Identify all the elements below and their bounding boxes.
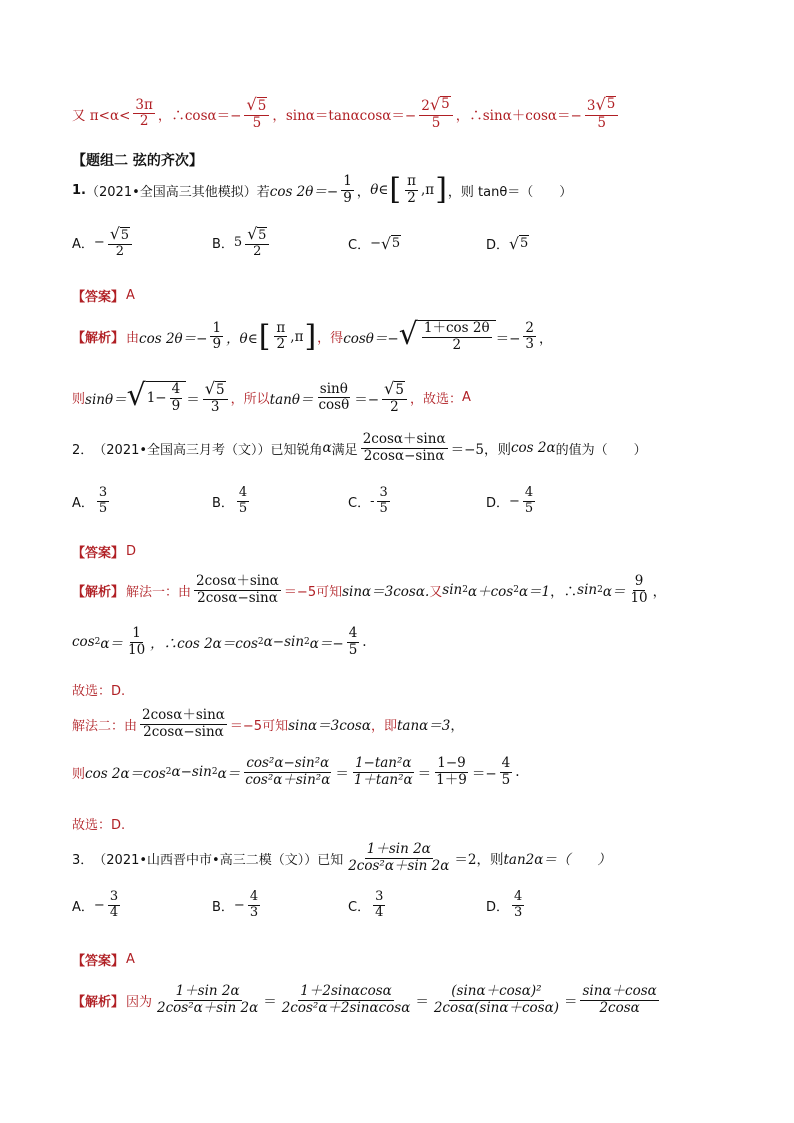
numerator: (sinα＋cosα)²	[451, 983, 542, 999]
denominator: 5	[238, 500, 248, 516]
fraction	[352, 756, 415, 788]
text: ，即	[370, 718, 397, 734]
sign: -	[370, 493, 375, 509]
denominator: 2	[452, 336, 462, 353]
analysis-tag: 【解析】	[72, 584, 125, 600]
numerator: 1＋sin 2α	[366, 841, 431, 857]
denominator: 2cosα	[599, 999, 640, 1016]
answer-tag: 【答案】	[72, 954, 125, 969]
question-number: 2．	[72, 442, 94, 458]
answer-value: A	[461, 390, 471, 406]
denominator: 3	[210, 398, 220, 415]
fraction: $\frac{√5}{2}$	[245, 226, 269, 260]
q2-option-a[interactable]	[72, 486, 112, 517]
fraction	[155, 984, 260, 1016]
denominator: 2	[115, 243, 125, 259]
heading-text: 【题组二 弦的齐次】	[72, 153, 203, 169]
numerator: 1−tan²α	[354, 755, 412, 771]
expr: tanα＝3	[396, 718, 451, 735]
expr: sinα＝3cosα	[288, 718, 371, 735]
fraction	[194, 574, 281, 606]
fraction	[210, 321, 223, 353]
fraction	[243, 756, 332, 788]
text: 故选：D.	[72, 684, 126, 699]
numerator: 2cosα＋sinα	[142, 707, 225, 723]
q1-option-b[interactable]	[212, 226, 272, 260]
fraction	[108, 890, 120, 921]
numerator: π	[276, 319, 286, 336]
denominator: 2cosα−sinα	[143, 723, 224, 740]
numerator: 2	[525, 319, 534, 336]
text: ＝	[415, 994, 429, 1011]
question-source: （2021•全国高三其他模拟）若	[86, 184, 270, 200]
sign: −	[93, 897, 105, 913]
numerator: 2cosα＋sinα	[196, 573, 279, 589]
denominator: 9	[171, 397, 181, 414]
numerator: cos²α−sin²α	[246, 755, 330, 771]
question-ask: tan2α＝（ ）	[503, 852, 611, 869]
text: ，所以	[230, 392, 270, 408]
fraction: 2 √ 5 5	[419, 96, 453, 131]
expr: sin	[442, 582, 463, 599]
radicand: 5	[257, 98, 267, 114]
text: 解法一：由	[126, 584, 192, 600]
option-label: C．	[348, 495, 371, 511]
answer-value: A	[126, 288, 135, 303]
text: .	[515, 764, 520, 781]
text: ，∴sinα＋cosα＝−	[455, 107, 582, 124]
option-label: D．	[486, 238, 510, 253]
sign: −	[370, 236, 381, 251]
expr: α−sin	[171, 764, 212, 781]
expr: sin	[577, 582, 598, 599]
fraction	[133, 98, 154, 130]
denominator: cosθ	[318, 397, 350, 414]
right-bracket: ]	[304, 318, 317, 354]
fraction	[523, 321, 536, 353]
q1-analysis-line1	[72, 317, 553, 354]
numerator: 4	[348, 625, 358, 641]
question-3	[72, 842, 611, 874]
denominator: 3	[525, 336, 534, 353]
denominator: 3	[514, 904, 523, 920]
text: ，	[539, 330, 553, 347]
text: ，得	[317, 331, 344, 347]
sqrt: √ 5	[509, 234, 529, 253]
left-bracket: [	[258, 318, 271, 354]
fraction	[244, 96, 269, 131]
expr: θ∈	[370, 182, 389, 199]
text: 满足	[331, 442, 358, 458]
denominator: 5	[98, 500, 108, 516]
numerator: 3	[98, 485, 108, 500]
coef: 5	[233, 235, 243, 251]
denominator: 1＋9	[436, 771, 467, 788]
denominator: 1＋tan²α	[353, 771, 413, 788]
fraction	[523, 486, 535, 517]
expr: cos 2θ＝−	[139, 330, 208, 347]
numerator: 4	[171, 381, 181, 398]
denominator: 2	[253, 243, 262, 259]
radicand: 5	[391, 235, 401, 251]
q1-option-a[interactable]	[72, 226, 135, 260]
fraction: $\frac{√5}{2}$	[108, 226, 132, 260]
denominator: 3	[249, 904, 259, 920]
text: 因为	[126, 994, 153, 1010]
expr: cos 2θ＝−	[269, 184, 339, 201]
text: ，∴cosα＝−	[157, 107, 242, 124]
q1-answer	[72, 286, 135, 305]
numerator: 9	[634, 573, 644, 589]
fraction	[97, 486, 109, 517]
denominator: 5	[501, 771, 511, 788]
question-source: （2021•山西晋中市•高三二模（文））已知	[93, 852, 344, 868]
denominator: 2cos²α＋sin 2α	[157, 999, 259, 1016]
fraction	[628, 574, 649, 606]
option-label: A．	[72, 495, 94, 511]
denominator: 2cos²α＋sin 2α	[348, 857, 450, 874]
sign: −	[233, 897, 245, 913]
text: ＝2，则	[454, 852, 504, 869]
radicand: 5	[216, 382, 225, 398]
option-label: B．	[212, 899, 234, 915]
text: 又 π<α<	[72, 107, 131, 124]
numerator: π	[407, 173, 417, 189]
text: 则	[72, 766, 86, 782]
denominator: cos²α＋sin²α	[245, 771, 331, 788]
expr: α＋cos	[467, 584, 514, 601]
text: ＝−	[471, 766, 497, 783]
text: 又	[429, 584, 443, 600]
denominator: 2	[276, 336, 286, 353]
answer-tag: 【答案】	[72, 290, 125, 305]
fraction	[347, 626, 360, 658]
q2-answer	[72, 542, 136, 561]
text: 故选：D.	[72, 818, 126, 833]
denominator: 2	[139, 113, 149, 130]
q2-option-c[interactable]	[348, 486, 393, 517]
sign: −	[509, 493, 520, 509]
question-1: 1 . （2021•全国高三其他模拟）若 cos 2θ＝− $\frac{1}{9}$ ， θ∈ [ $\frac{\pi}{2}$ ,π ] ，则 tanθ＝（ ）	[72, 172, 573, 208]
radicand: 5	[606, 96, 617, 115]
numerator: 1＋cos 2θ	[423, 320, 490, 336]
alpha: α	[322, 440, 332, 457]
fraction	[405, 174, 418, 206]
fraction	[500, 756, 513, 788]
expr: ，∴cos 2α＝cos	[150, 636, 258, 653]
q1-option-d[interactable]	[486, 234, 529, 253]
denominator: 5	[348, 641, 358, 658]
denominator: 5	[524, 500, 534, 516]
text: ，	[356, 184, 371, 201]
text: ＝−5可知	[283, 584, 343, 600]
denominator: 4	[375, 904, 384, 920]
q2-analysis-line2: cos 2 α＝ $\frac{1}{10}$ ，∴cos 2α＝cos 2 α−sin 2 α＝− $\frac{4}{5}$ .	[72, 625, 367, 658]
text: ＝	[417, 766, 432, 783]
q2-select-1	[72, 680, 125, 699]
numerator: 1−9	[437, 755, 466, 771]
radicand: 5	[519, 235, 529, 251]
text: ，	[450, 718, 464, 735]
question-ask: ，则 tanθ＝（ ）	[447, 184, 573, 200]
fraction	[126, 626, 147, 658]
text: ，故选：	[409, 392, 462, 408]
text: ＝−	[354, 391, 380, 408]
text: ＝	[563, 994, 578, 1011]
expr: ，θ∈	[226, 330, 258, 347]
expr: sinθ＝	[85, 391, 127, 408]
numerator: sinθ	[319, 380, 348, 397]
numerator: 3	[109, 889, 119, 904]
option-label: B．	[212, 237, 234, 253]
q2-select-2	[72, 814, 125, 833]
denominator: 9	[343, 189, 352, 206]
expr: tanθ＝	[269, 391, 314, 408]
expr: sinα＝3cosα.	[342, 584, 430, 601]
q2-method2-line2: 则 cos 2α＝cos 2 α−sin 2 α＝ $\frac{\text{cos²α−sin²α}}{\text{cos²α＋sin²α}}$ ＝ $\frac{\text{1−tan²α}}{\text{1＋tan²α}}$ ＝ $\frac{1-9}{1+9}$ ＝− $\frac{4}{5}$ .	[72, 755, 520, 788]
option-label: D．	[486, 899, 510, 915]
sqrt: √ $\frac{1+\cos 2\theta}{2}$	[399, 320, 496, 353]
expr: α−sin	[263, 634, 305, 651]
fraction	[361, 432, 448, 464]
expr: cos 2α	[510, 440, 556, 457]
numerator: 2cosα＋sinα	[362, 431, 446, 447]
text: ＝−5，则	[450, 442, 511, 459]
text: ＝	[186, 391, 200, 408]
text: ，	[652, 584, 667, 601]
denominator: 2cosα−sinα	[197, 589, 278, 606]
text: ＝	[263, 994, 277, 1011]
right-bracket: ]	[435, 172, 447, 208]
answer-tag: 【答案】	[72, 546, 125, 561]
numerator: sinα＋cosα	[582, 983, 657, 999]
sqrt: √5	[244, 96, 269, 116]
fraction	[377, 486, 389, 517]
question-ask: 的值为（ ）	[555, 442, 647, 458]
numerator: 4	[501, 755, 511, 771]
numerator: 4	[524, 485, 534, 500]
expr: α＝	[100, 636, 123, 653]
numerator: 1＋2sinαcosα	[300, 983, 392, 999]
fraction: 3 √ 5 5	[585, 96, 619, 131]
q3-answer	[72, 950, 135, 969]
expr: α＝	[602, 584, 626, 601]
fraction	[341, 174, 354, 206]
option-label: B．	[212, 495, 234, 511]
radicand: 5	[120, 228, 130, 243]
fraction	[512, 890, 524, 921]
numerator: 3π	[135, 96, 153, 113]
q3-option-d[interactable]	[486, 890, 527, 921]
q3-analysis	[72, 984, 662, 1016]
text: ，sinα＝tanαcosα＝−	[272, 107, 417, 124]
radicand: 5	[440, 96, 451, 115]
answer-value: A	[126, 952, 135, 967]
denominator: 5	[379, 500, 388, 516]
numerator: 1	[343, 173, 352, 189]
q3-option-b[interactable]	[212, 890, 263, 921]
coef: 2	[421, 98, 430, 114]
numerator: 4	[514, 889, 523, 904]
text: ，∴	[550, 584, 578, 601]
radicand: 5	[395, 382, 404, 398]
question-source: （2021•全国高三月考（文））已知锐角	[93, 442, 323, 458]
answer-value: D	[126, 544, 137, 559]
fraction	[346, 842, 451, 874]
q2-option-b[interactable]	[212, 486, 252, 517]
q2-analysis-line1: 【解析】 解法一：由 $\frac{2\cos\alpha+\sin\alpha}{2\cos\alpha-\sin\alpha}$ ＝−5可知 sinα＝3cosα. 又 sin 2 α＋cos 2 α＝1 ，∴ sin 2 α＝ $\frac{9}{10}$ ，	[72, 573, 667, 606]
expr: cos 2α＝cos	[85, 766, 166, 783]
numerator: 3	[375, 889, 384, 904]
text: 则	[72, 392, 86, 408]
text: 1−	[146, 390, 167, 407]
q2-method2-line1	[72, 708, 464, 740]
fraction	[140, 708, 227, 740]
q3-option-a[interactable]	[72, 890, 123, 921]
text: .	[362, 634, 367, 651]
denominator: 9	[212, 336, 222, 353]
denominator: 5	[252, 114, 262, 131]
q1-option-c[interactable]	[348, 234, 401, 253]
q2-option-d[interactable]	[486, 486, 538, 517]
text: ＝	[335, 766, 349, 783]
sign: −	[93, 235, 105, 251]
denominator: 4	[109, 904, 119, 920]
fraction	[248, 890, 260, 921]
text: ＝−	[495, 330, 521, 347]
numerator: 4	[238, 485, 248, 500]
option-label: C．	[348, 899, 371, 915]
radicand: 5	[258, 228, 267, 243]
section-heading	[72, 150, 203, 170]
denominator: 10	[127, 641, 146, 658]
option-label: A．	[72, 237, 94, 253]
analysis-tag: 【解析】	[72, 994, 125, 1010]
q1-analysis-line2	[72, 380, 471, 415]
numerator: 3	[379, 485, 388, 500]
analysis-tag: 【解析】	[72, 331, 125, 347]
denominator: 2	[390, 398, 399, 415]
fraction	[316, 382, 351, 414]
denominator: 2cosα(sinα＋cosα)	[433, 999, 559, 1016]
coef: 3	[586, 98, 596, 114]
text: 由	[126, 331, 140, 347]
denominator: 2cos²α＋2sinαcosα	[281, 999, 411, 1016]
fraction	[580, 984, 658, 1016]
numerator: 1	[212, 319, 222, 336]
question-2	[72, 432, 647, 464]
text: ＝−5可知	[229, 718, 289, 734]
denominator: 5	[431, 114, 441, 131]
question-number: 3．	[72, 852, 94, 868]
fraction	[373, 890, 385, 921]
expr: α＝1	[518, 584, 551, 601]
text: ,π	[421, 182, 435, 199]
text: 解法二：由	[72, 718, 138, 734]
fraction	[237, 486, 249, 517]
left-bracket: [	[389, 172, 402, 208]
continuation-line	[72, 96, 621, 131]
sqrt: √ 5	[380, 234, 401, 253]
numerator: 4	[249, 889, 259, 904]
q3-option-c[interactable]	[348, 890, 388, 921]
expr: α＝	[217, 766, 241, 783]
numerator: 1	[132, 625, 141, 641]
expr: cos	[72, 634, 95, 651]
fraction	[432, 984, 561, 1016]
fraction: $\frac{√5}{3}$	[203, 380, 228, 415]
fraction	[280, 984, 413, 1016]
denominator: 2	[407, 189, 416, 206]
fraction: $\frac{√5}{2}$	[382, 380, 407, 415]
text: ,π	[290, 328, 304, 345]
fraction	[434, 756, 469, 788]
option-label: D．	[486, 495, 510, 511]
option-label: A．	[72, 899, 94, 915]
denominator: 2cosα−sinα	[363, 447, 445, 464]
denominator: 10	[630, 589, 648, 606]
expr: cosθ＝−	[343, 330, 399, 347]
denominator: 5	[597, 114, 606, 131]
sqrt: √ 1− $\frac{4}{9}$	[127, 381, 187, 414]
question-number: 1	[72, 182, 82, 198]
option-label: C．	[348, 238, 371, 253]
fraction	[274, 321, 287, 353]
numerator: 1＋sin 2α	[175, 983, 240, 999]
expr: α＝−	[309, 636, 344, 653]
